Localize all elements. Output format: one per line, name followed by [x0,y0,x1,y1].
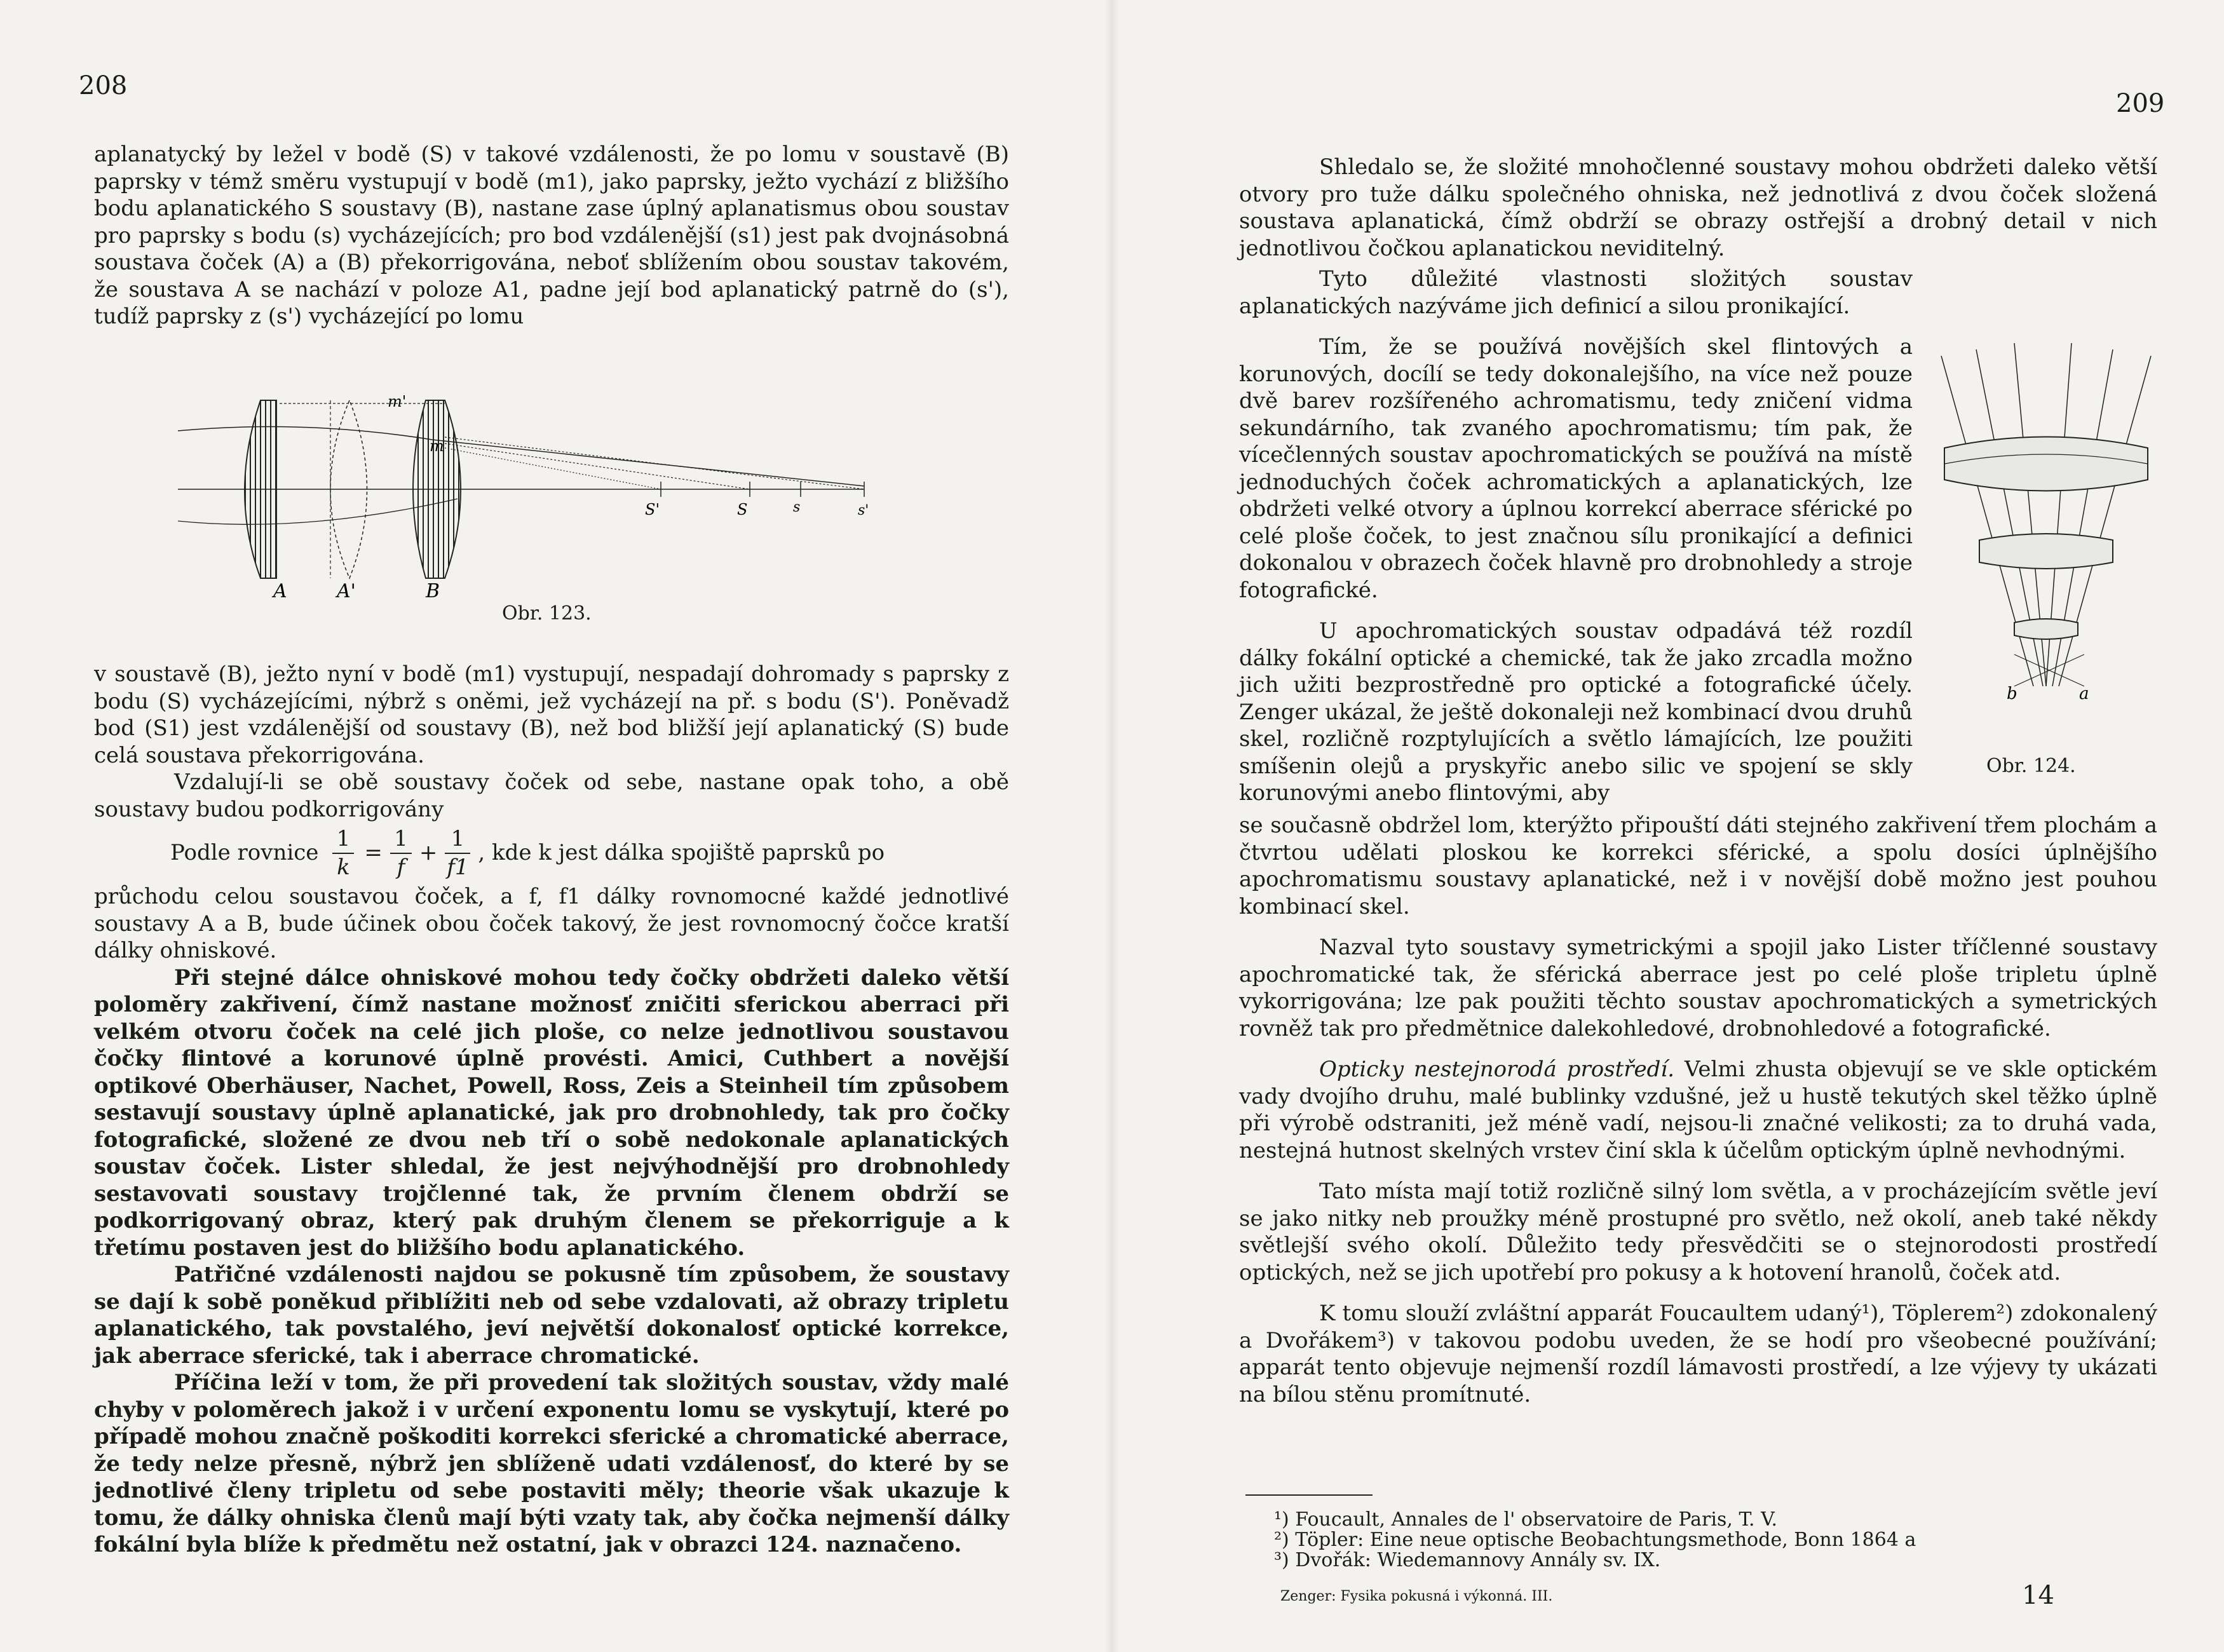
label-A: A [273,580,287,602]
formula-trail: , kde k jest dálka spojiště paprsků po [478,840,885,866]
ray-dashed-2 [445,443,750,489]
figure-123-caption: Obr. 123. [502,602,592,625]
right-paragraph-5: Nazval tyto soustavy symetrickými a spojil jako Lister tříčlenné soustavy apochromatické tak, že sférická aberrace jest po celé ploše tripletu úplně vykorrigována; lze pak použiti těchto soustav apochromatických a symetrických rovněž tak pro předmětnice dalekohledové, drobnohledové a fotografické. [1239,935,2157,1041]
figure-124-triplet-diagram [1932,343,2160,737]
left-paragraph-1: v soustavě (B), ježto nyní v bodě (m1) vystupují, nespadají dohromady s paprsky z bodu (S) vycházejícími, nýbrž s oněmi, jež vycházejí na př. s bodu (S'). Poněvadž bod (S1) jest vzdálenější od soustavy (B), než bod bližší její aplanatický (S) bude celá soustava překorrigována. [94,661,1009,768]
formula-t1 [390,825,412,881]
right-top-text [1239,154,2157,262]
ray-dashed-1 [445,437,864,489]
left-paragraph-6: Příčina leží v tom, že při provedení tak složitých soustav, vždy malé chyby v poloměrech jakož i v určení exponentu lomu se vyskytují, které po případě mohou značně poškoditi korrekci sferické a chromatické aberrace, že tedy nelze přesně, nýbrž jen sblíženě udati vzdálenosť, do které by se jednotlivé členy tripletu od sebe postaviti měly; theorie však ukazuje k tomu, že dálky ohniska členů mají býti vzaty tak, aby čočka nejmenší dálky fokální byla blíže k předmětu než ostatní, jak v obrazci 124. naznačeno. [94,1370,1009,1557]
formula-t1-num: 1 [394,826,408,851]
ray-upper [178,427,864,486]
right-paragraph-6 [1239,1056,2157,1164]
lens-b [413,400,461,578]
triplet-lens-3 [2014,619,2078,639]
footnote-rule [1245,1494,1373,1496]
label-m-prime: m' [388,393,407,410]
right-paragraph-3: Tím, že se používá novějších skel flintových a korunových, docílí se tedy dokonalejšího, na více než pouze dvě barev rozšířeného achromatismu, tedy zničení vidma sekundárního, tak zvaného apochromatismu; tím pak, že vícečlenných soustav apochromatických se používá na místě jednoduchých čoček achromatických a aplanatických, lze obdržeti velké otvory a úplnou korrekcí aberrace sférické po celé ploše čoček, to jest značnou sílu pronikající a definici dokonalou v obrazech čoček hlavně pro drobnohledy a stroje fotografické. [1239,334,1913,603]
label-S: S [737,501,748,518]
label-S-prime: S' [645,501,660,518]
triplet-lens-1 [1944,437,2148,491]
left-paragraph-3: průchodu celou soustavou čoček, a f, f1 dálky rovnomocné každé jednotlivé soustavy A a B, bude účinek obou čoček takový, že jest rovnomocný čočce kratší dálky ohniskové. [94,884,1009,963]
right-paragraph-8: K tomu slouží zvláštní apparát Foucaultem udaný¹), Töplerem²) zdokonalený a Dvořákem³) v takovou podobu uveden, že se hodí pro všeobecné používání; apparát tento objevuje nejmenší rozdíl lámavosti prostředí, a lze výjevy ty ukázati na bílou stěnu promítnuté. [1239,1301,2157,1407]
right-paragraph-4b: se současně obdržel lom, kterýžto připouští dáti stejného zakřivení třem plochám a čtvrtou udělati ploskou ke korrekci sférické, a spolu dosíci úplnějšího apochromatismu soustavy aplanatické, než i v novější době možno jest pouhou kombinací skel. [1239,813,2157,919]
formula-lhs-den: k [337,854,350,880]
right-main-text [1239,812,2157,1408]
right-paragraph-6-text: Velmi zhusta objevují se ve skle optickém vady dvojího druhu, malé bublinky vzdušné, jež u hustě tekutých skel těžko úplně při výrobě odstraniti, jež méně vadí, nejsou-li značné velikosti; za to druhá vada, nestejná hutnost skelných vrstev činí skla k účelům optickým úplně nevhodnými. [1239,1057,2157,1163]
right-paragraph-7: Tato místa mají totiž rozličně silný lom světla, a v procházejícím světle jeví se jako nitky neb proužky méně prostupné pro světlo, než okolí, aneb také někdy světlejší svého okolí. Důležito tedy přesvědčiti se o stejnorodosti prostředí optických, než se jich upotřebí pro pokusy a k hotovení hranolů, čoček atd. [1239,1179,2157,1285]
label-A-prime: A' [337,580,356,602]
label-s: s [793,499,801,515]
left-paragraph-4: Při stejné dálce ohniskové mohou tedy čočky obdržeti daleko větší poloměry zakřivení, čímž nastane možnosť zničiti sferickou aberraci při velkém otvoru čoček na celé jich ploše, co nelze jednotlivou soustavou čočky flintové a korunové úplně provésti. Amici, Cuthbert a novější optikové Oberhäuser, Nachet, Powell, Ross, Zeis a Steinheil tím způsobem sestavují soustavy úplně aplanatické, jak pro drobnohledy, tak pro čočky fotografické, složené ze dvou neb tří o sobě nedokonale aplanatických soustav čoček. Lister shledal, že jest nejvýhodnější pro drobnohledy sestavovati soustavy trojčlenné tak, že prvním členem obdrží se podkorrigovaný obraz, který pak druhým členem se překorriguje a k třetímu postaven jest do bližšího bodu aplanatického. [94,965,1009,1261]
left-top-paragraph: aplanatycký by ležel v bodě (S) v takové vzdálenosti, že po lomu v soustavě (B) paprsky v témž směru vystupují v bodě (m1), jako paprsky, ježto vychází z bližšího bodu aplanatického S soustavy (B), nastane zase úplný aplanatismus obou soustav pro paprsky s bodu (s) vycházejících; pro bod vzdálenější (s1) jest pak dvojnásobná soustava čoček (A) a (B) překorrigována, neboť sblížením obou soustav takovém, že soustava A se nachází v poloze A1, padne její bod aplanatický patrně do (s'), tudíž paprsky z (s') vycházející po lomu [94,142,1009,329]
label-s-prime: s' [858,503,869,518]
left-formula: Podle rovnice 1 k = 1 f + 1 f1 , kde k jest dálka spojiště paprsků po [170,826,885,880]
section-heading-italic: Opticky nestejnorodá prostředí. [1319,1057,1675,1082]
triplet-lens-2 [1979,534,2113,569]
right-paragraph-1: Shledalo se, že složité mnohočlenné soustavy mohou obdržeti daleko větší otvory pro tuže dálku společného ohniska, než jednotlivá z dvou čoček složená soustava aplanatická, čímž obdrží se obrazy ostřejší a drobný detail v nich jednotlivou čočkou aplanatickou neviditelný. [1239,154,2157,261]
formula-t2-num: 1 [451,826,465,851]
right-page [1112,0,2224,1652]
formula-lead: Podle rovnice [170,840,319,866]
page-number-left: 208 [79,71,128,100]
formula-lhs-num: 1 [336,826,351,851]
left-paragraph-2: Vzdalují-li se obě soustavy čoček od sebe, nastane opak toho, a obě soustavy budou podkorrigovány [94,769,1009,822]
page-number-right: 209 [2116,89,2165,118]
label-m: m [430,437,444,455]
sheet-number: 14 [2022,1581,2054,1610]
footnote-2: ²) Töpler: Eine neue optische Beobachtungsmethode, Bonn 1864 a [1274,1529,1916,1551]
right-paragraph-4a: U apochromatických soustav odpadává též rozdíl dálky fokální optické a chemické, tak že jako zrcadla možno jich užiti bezprostředně pro optické a fotografické účely. Zenger ukázal, že ještě dokonaleji než kombinací dvou druhů skel, rozličně rozptylujících a světlo lámajících, lze použiti smíšenin olejů a pryskyřic anebo silic ve spojení se skly korunovými anebo flintovými, aby [1239,618,1913,806]
left-main-text [94,661,1009,1559]
formula-t2-den: f1 [447,854,469,880]
formula-lhs [332,825,354,881]
footnote-3: ³) Dvořák: Wiedemannovy Annály sv. IX. [1274,1549,1661,1571]
formula-t2 [445,825,470,881]
book-signature: Zenger: Fysika pokusná i výkonná. III. [1280,1588,1553,1604]
formula-t1-den: f [397,854,405,880]
footnote-1: ¹) Foucault, Annales de l' observatoire de Paris, T. V. [1274,1508,1778,1531]
figure-124-caption: Obr. 124. [1986,755,2076,777]
left-top-text [94,141,1009,330]
footnotes [1274,1510,2100,1571]
ray-dashed-3 [445,448,661,489]
left-paragraph-5: Patřičné vzdálenosti najdou se pokusně tím způsobem, že soustavy se dají k sobě poněkud přiblížiti neb od sebe vzdalovati, až obrazy tripletu aplanatického, tak povstalého, jeví největší dokonalosť optické korrekce, jak aberrace sferické, tak i aberrace chromatické. [94,1262,1009,1369]
label-a: a [2079,684,2089,703]
label-b: b [2007,684,2017,703]
right-narrow-text [1239,266,1913,807]
figure-123-lens-diagram [178,388,909,604]
right-paragraph-2: Tyto důležité vlastnosti složitých soustav aplanatických nazýváme jich definicí a silou pronikající. [1239,266,1913,319]
label-B: B [426,580,440,602]
